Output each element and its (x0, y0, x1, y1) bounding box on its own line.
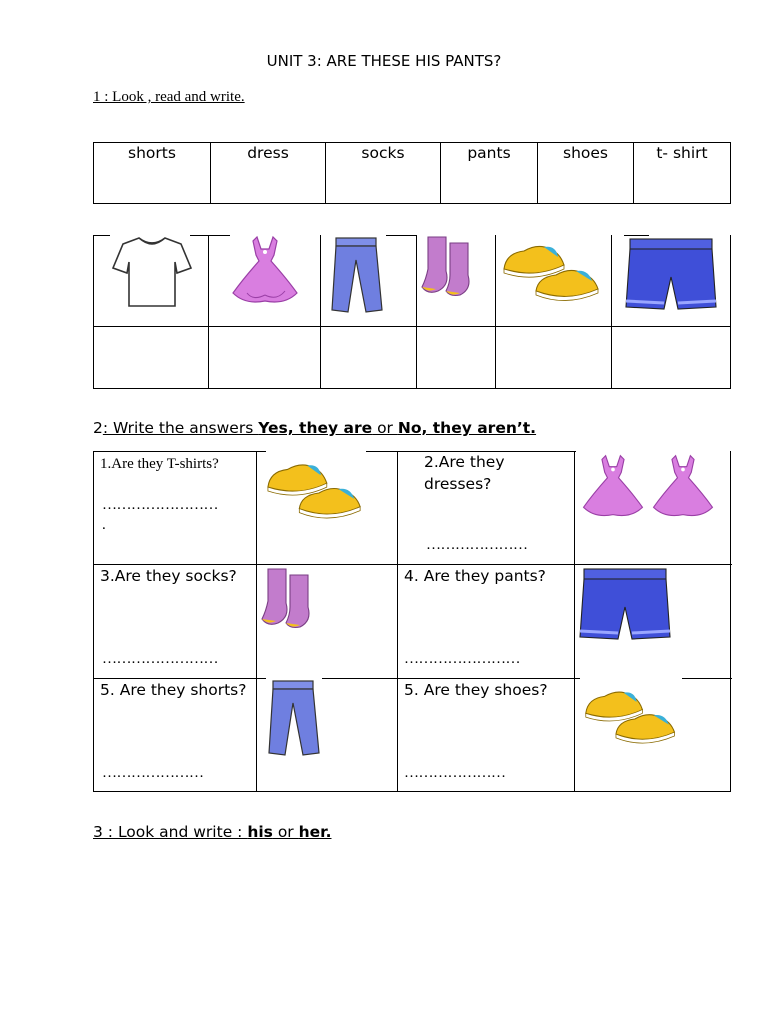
word-cell: t- shirt (656, 144, 708, 162)
answer-line-3[interactable]: …………………… (102, 651, 218, 667)
dress-icon (227, 235, 303, 307)
shorts-icon (578, 567, 672, 643)
shoes-icon (500, 239, 606, 311)
word-table (93, 142, 731, 204)
answer-line-1[interactable]: …………………… (102, 497, 218, 513)
dress-icon (648, 451, 718, 523)
answer-line-2[interactable]: ………………… (426, 537, 528, 553)
word-cell: shoes (538, 143, 634, 203)
question-2: 2.Are they dresses? (424, 453, 505, 493)
question-3: 3.Are they socks? (100, 567, 237, 585)
pants-icon (264, 679, 324, 757)
socks-icon (260, 565, 332, 631)
pants-icon (328, 236, 386, 314)
section-1-heading: 1 : Look , read and write. (93, 89, 245, 105)
shoes-icon (582, 683, 682, 755)
question-5: 5. Are they shorts? (100, 681, 247, 699)
question-4: 4. Are they pants? (404, 567, 546, 585)
answer-table (93, 451, 731, 792)
shoes-icon (264, 457, 368, 529)
section-3-heading: 3 : Look and write : his or her. (93, 823, 332, 841)
t-shirt-icon (111, 236, 193, 308)
question-1: 1.Are they T-shirts? (100, 456, 219, 472)
word-cell: socks (326, 143, 441, 203)
question-6: 5. Are they shoes? (404, 681, 548, 699)
shorts-icon (624, 237, 718, 313)
section-2-heading: 2: Write the answers Yes, they are or No, they aren’t. (93, 419, 537, 437)
socks-icon (420, 235, 492, 297)
answer-line-6[interactable]: ………………… (404, 765, 506, 781)
picture-table (93, 235, 731, 389)
word-cell: shorts (94, 143, 211, 203)
answer-line-4[interactable]: …………………… (404, 651, 520, 667)
answer-line-1-tail: . (102, 517, 106, 533)
word-cell: dress (211, 143, 326, 203)
dress-icon (578, 451, 648, 523)
answer-line-5[interactable]: ………………… (102, 765, 204, 781)
word-cell: pants (441, 143, 538, 203)
page-title: UNIT 3: ARE THESE HIS PANTS? (266, 52, 502, 70)
